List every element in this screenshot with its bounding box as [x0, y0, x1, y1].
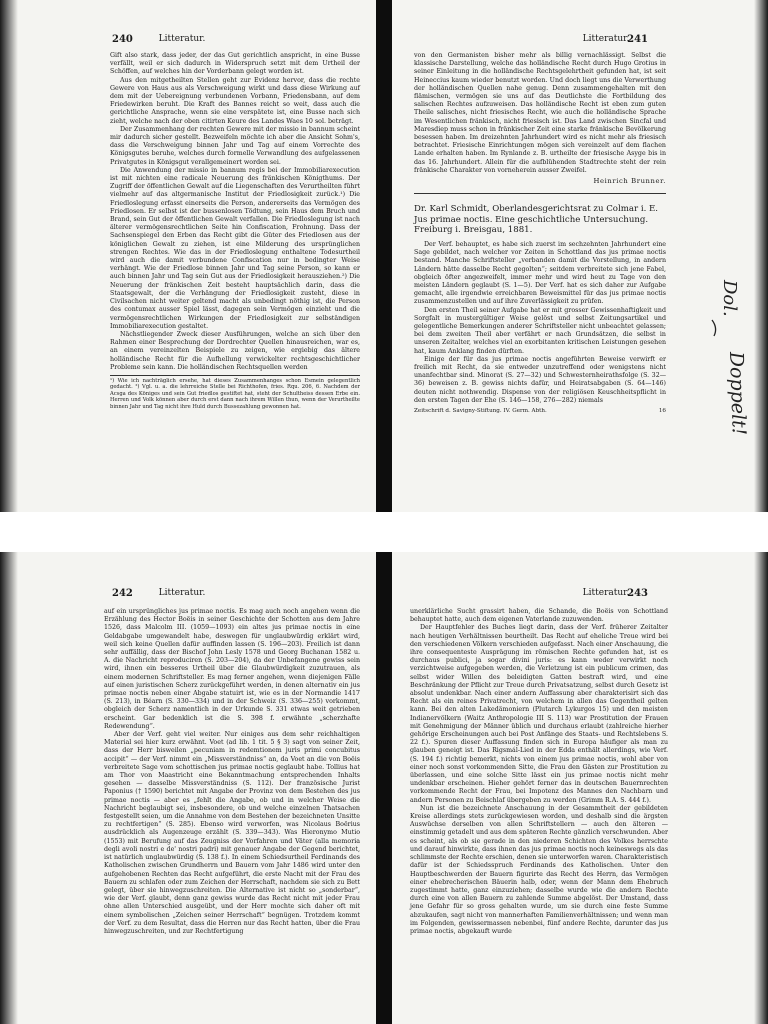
scan-gap — [0, 512, 768, 552]
paragraph: Nun ist die bezeichnete Anschauung in der Gesammtheit der gebildeten Kreise allerdings stets zurückgewiesen worden, und deshalb sind die ärgsten Auswüchse derselben von allen Schriftstellern — auch den älteren — einstimmig getadelt und aus dem späteren Rechte gänzlich verschwunden. Aber es scheint, als ob sie gerade in den niederen Schichten des Volkes herrschte und darauf hinwirkte, dass ihnen das jus primae noctis noch keineswegs als das schlimmste der Rechte erschien, denen sie unterworfen waren. Charakteristisch dafür ist der Schiedsspruch Ferdinands des Katholischen. Unter den Hauptbeschwerden der Bauern figurirte das Recht des Herrn, das Vermögen einer ehebrecherischen Bäuerin halb, oder, wenn der Mann dem Ehebruch zugestimmt hatte, ganz einzuziehen; dasselbe wurde wie die andern Rechte durch eine von allen Bauern zu zahlende Summe abgelöst. Der Umstand, dass jene Gefahr für so gross gehalten wurde, um sie durch eine feste Summe abzukaufen, sagt nicht von mannerhaften Familienverhältnissen; und wenn man im Folgenden, gewissermassen nebenbei, fünf andere Rechte, darunter das jus primae noctis, abgekauft wurde — [410, 804, 668, 935]
page-number: 241 — [627, 34, 648, 45]
book-spine — [384, 0, 392, 512]
page-243 — [384, 552, 768, 1024]
paragraph: Einige der für das jus primae noctis angeführten Beweise verwirft er freilich mit Recht, da sie entweder unzutreffend oder wenigstens nicht unanfechtbar sind. Minorat (S. 27—32) und Schwesternheirathsfolge (S. 32—36) beweisen z. B. gewiss nichts dafür, und Heiratsabgaben (S. 64—146) deuten nicht nothwendig. Dispense von der religiösen Keuschheitspflicht in den ersten Tagen der Ehe (S. 146—158, 276—282) niemals — [414, 355, 666, 404]
paragraph: Die Anwendung der missio in bannum regis bei der Immobiliarexecution ist mit nichten eine radicale Neuerung des fränkischen Königthums. Der Zugriff der öffentlichen Gewalt auf die Liegenschaften des Verurtheilten führt vielmehr auf das altgermanische Institut der Friedlosigkeit zurück.¹) Die Friedloslegung erfasst einerseits die Person, andererseits das Vermögen des Friedlosen. Er selbst ist der bussenlosen Tödtung, sein Haus dem Bruch und Brand, sein Gut der öffentlichen Gewalt verfallen. Die Friedloslegung ist nach älterer vermögensrechtlichen Seite hin Confiscation, Frohnung. Dass der Sachsenspiegel den Erben das Recht gibt die Güter des Friedlosen aus der königlichen Gewalt zu ziehen, ist eine Milderung des ursprünglichen strengen Rechtes. Wie das in der Friedloslegung enthaltene Todesurtheil wird auch die damit verbundene Confiscation nur in bedingter Weise verhängt. Wie der Friedlose binnen Jahr und Tag seine Person, so kann er auch binnen Jahr und Tag sein Gut aus der Friedlosigkeit herausziehen.²) Die Neuerung der fränkischen Zeit besteht hauptsächlich darin, dass die Staatsgewalt, der die Verhängung der Friedlosigkeit zusteht, diese in Civilsachen nicht weiter geltend macht als unbedingt nöthig ist, die Person des contumax ausser Spiel lässt, dagegen sein Vermögen einzieht und die vermögensrechtlichen Wirkungen der Friedlosigkeit zur selbständigen Immobiliarexecution gestaltet. — [110, 166, 360, 330]
page-body — [410, 608, 668, 936]
paragraph: auf ein ursprüngliches jus primae noctis. Es mag auch noch angehen wenn die Erzählung des Hector Boëis in seiner Geschichte der Schotten aus dem Jahre 1526, dass Malcolm III. (1059—1093) ein altes jus primae noctis in eine Geldabgabe umgewandelt habe, deswegen für unglaubwürdig erklärt wird, weil sich keine Quellen dafür auffinden lassen (S. 196—203). Freilich ist dann sehr auffällig, dass der Bischof John Lesly 1578 und Georg Buchanan 1582 u. A. die Nachricht reproduciren (S. 203—204), da der Unbefangene gewiss sein wird, ihnen ein besseres Urtheil über die Glaubwürdigkeit zuzutrauen, als einem modernen Schriftsteller. Es mag ferner angehen, wenn diejenigen Fälle auf einen juristischen Scherz zurückgeführt werden, in denen alternativ ein jus primae noctis neben einer Abgabe statuirt ist, wie es in der Normandie 1417 (S. 213), in Béarn (S. 330—334) und in der Schweiz (S. 336—255) vorkommt, obgleich der Scherz namentlich in der Urkunde S. 331 etwas weit getrieben erscheint. Gar bedenklich ist die S. 398 f. erwähnte „scherzhafte Redewendung“. — [104, 608, 360, 730]
scan-shadow-right — [754, 0, 768, 512]
page-number: 240 — [112, 34, 133, 45]
book-spine — [376, 0, 384, 512]
sheet-footer — [414, 407, 666, 415]
running-header — [0, 588, 384, 600]
running-title: Litteratur. — [582, 34, 630, 44]
margin-note-text: Dol. — [719, 280, 740, 317]
paragraph: Der Hauptfehler des Buches liegt darin, dass der Verf. früherer Zeitalter nach heutigen Verhältnissen beurtheilt. Das Recht auf eheliche Treue wird bei den verschiedenen Völkern verschieden aufgefasst. Nach einer Anschauung, die ihre consequenteste Ausprägung im römischen Rechte gefunden hat, ist es durchaus publici, ja sogar divini juris: es kann weder verwirkt noch verzichtweise aufgegeben werden, die Verletzung ist ein publicum crimen, das selbst wider Willen des beleidigten Gatten bestraft wird, und eine Beschränkung der Pflicht zur Treue durch Privatsatzung, selbst durch Gesetz ist absolut undenkbar. Nach einer andern Auffassung aber charakterisirt sich das Recht als ein reines Privatrecht, von welchem in allen das Gegentheil gelten kann. Bei den alten Lakedämoniern (Plutarch Lykurgos 15) und den meisten Indianervölkern (Waitz Anthropologie III S. 113) war Prostitution der Frauen mit Genehmigung der Männer üblich und durchaus erlaubt (zahlreiche hierher gehörige Erscheinungen auch bei Post Anfänge des Staats- und Rechtslebens S. 22 f.). Spuren dieser Auffassung finden sich in Europa häufiger als man zu glauben geneigt ist. Das Rigsmál-Lied in der Edda enthält allerdings, wie Verf. (S. 194 f.) richtig bemerkt, nichts von einem jus primae noctis, wohl aber von einer noch sonst vorkommenden Sitte, die Frau den Gästen zur Prostitution zu überlassen, und eine solche Sitte lässt ein jus primae noctis nicht mehr undenkbar erscheinen. Hieher gehört ferner das in deutschen Bauernrechten vorkommende Recht der Frau, bei Impotenz des Mannes den Nachbarn und andern Personen zu Beischlaf übergeben zu werden (Grimm R.A. S. 444 f.). — [410, 624, 668, 804]
review-heading — [414, 204, 666, 236]
running-title: Litteratur. — [158, 34, 206, 44]
margin-note-text: Doppelt! — [725, 351, 750, 436]
scan-shadow-left — [0, 552, 18, 1024]
running-header — [384, 588, 768, 600]
margin-note-doppelt — [725, 350, 750, 435]
page-body — [414, 52, 666, 415]
page-body — [110, 52, 360, 410]
paragraph: unerklärliche Sucht grassirt haben, die Schande, die Boëis von Schottland behauptet hatte, auch dem eigenen Vaterlande zuzuwenden. — [410, 608, 668, 624]
paragraph: von den Germanisten bisher mehr als billig vernachlässigt. Selbst die klassische Darstellung, welche das holländische Recht durch Hugo Grotius in seiner Einleitung in die holländische Rechtsgelehrtheit gefunden hat, ist seit Heineccius kaum wieder benutzt worden. Und doch liegt uns die Verwerthung der holländischen Quellen nahe genug. Denn zusammengehalten mit den flämischen, vermögen sie uns auf das Deutlichste die Fortbildung des salischen Rechtes aufzuweisen. Das holländische Recht ist eben zum guten Theile salisches, nicht friesisches Recht, wie auch die holländische Sprache im Wesentlichen fränkisch, nicht friesisch ist. Das Land zwischen Sincfal und Maresdiep muss schon in fränkischer Zeit eine starke fränkische Bevölkerung besessen haben. Im dreizehnten Jahrhundert wird es nicht mehr als friesisch betrachtet. Friesische Einrichtungen mögen sich vereinzelt auf dem flachen Lande erhalten haben. Im Rynlande z. B. urtheilte der friesische Asyge bis in das 16. Jahrhundert. Allein für die aufblühenden Stadtrechte steht der rein fränkische Charakter von vorneherein ausser Zweifel. — [414, 52, 666, 174]
paragraph: Den ersten Theil seiner Aufgabe hat er mit grosser Gewissenhaftigkeit und Sorgfalt in mustergültiger Weise gelöst und selbst Zeitungsartikel und gelegentliche Bemerkungen anderer Schriftsteller nicht unbeachtet gelassen; bei dem zweiten Theil aber verfährt er nach Grundsätzen, die selbst in unseren Zeitalter, welches viel an exorbitanten kritischen Leistungen gesehen hat, kaum Anklang finden dürften. — [414, 306, 666, 355]
sheet-number: 16 — [658, 408, 666, 415]
author-signature: Heinrich Brunner. — [593, 177, 666, 186]
running-title: Litteratur. — [582, 588, 630, 598]
paragraph: Der Verf. behauptet, es habe sich zuerst im sechzehnten Jahrhundert eine Sage gebildet, nach welcher vor Zeiten in Schottland das jus primae noctis bestand. Manche Schriftsteller „verbanden damit die Vorstellung, in andern Ländern hätte dasselbe Recht gegolten“; seitdem verbreitete sich jene Fabel, obgleich öfter angezweifelt, immer mehr und wird heut zu Tage von den meisten Ländern geglaubt (S. 1—5). Der Verf. hat es sich daher zur Aufgabe gemacht, alle irgendwie erreichbaren Beweismittel für das jus primae noctis zusammenzustellen und auf ihre Zuverlässigkeit zu prüfen. — [414, 241, 666, 306]
page-242 — [0, 552, 384, 1024]
book-spine — [376, 552, 384, 1024]
page-241 — [384, 0, 768, 512]
section-divider — [414, 193, 666, 194]
page-body — [104, 608, 360, 936]
footnotes: ¹) Wie ich nachträglich ersehe, hat dieses Zusammenhanges schon Esmein gelegentlich gedacht. ²) Vgl. u. a. die lehrreiche Stelle bei Richthofen, fries. Rqu. 206, 6. Nachdem der Acsga des Königes und sein Gut friedlos gestiftet hat, steht der Schultheiss dessen Erbe ein. Herren und Volk können aber durch erst dann nach ihrem Willen thun, wenn der Verurtheilte binnen Jahr und Tag nicht ihre Huld durch Bussezahlung gewonnen hat. — [110, 375, 360, 410]
scan-shadow-left — [0, 0, 18, 512]
page-number: 243 — [627, 588, 648, 599]
page-240 — [0, 0, 384, 512]
running-header — [384, 34, 768, 46]
paragraph: Nächstliegender Zweck dieser Ausführungen, welche an sich über den Rahmen einer Besprechung der Dordrechter Quellen hinausreichen, war es, an einem vereinzelten Beispiele zu zeigen, wie ergiebig das ältere holländische Recht für die Aufhellung verwickelter rechtsgeschichtlicher Probleme sein kann. Die holländischen Rechtsquellen werden — [110, 330, 360, 371]
paragraph: Gift also stark, dass jeder, der das Gut gerichtlich anspricht, in eine Busse verfällt, weil er sich dadurch in Widerspruch setzt mit dem Urtheil der Schöffen, auf welches hin der Vorderbann gelegt worden ist. — [110, 52, 360, 76]
journal-name: Zeitschrift d. Savigny-Stiftung. IV. Germ. Abth. — [414, 408, 547, 415]
scan-shadow-right — [754, 552, 768, 1024]
paragraph: Der Zusammenhang der rechten Gewere mit der missio in bannum scheint mir dadurch sicher gestellt. Bezweifeln möchte ich aber die Ansicht Sohm's, dass die Verschweigung binnen Jahr und Tag auf einem Vorrechte des Königsgutes beruhe, welches durch formelle Verwandlung des aufgelassenen Privatgutes in Königsgut verallgemeinert worden sei. — [110, 125, 360, 166]
running-header — [0, 34, 384, 46]
paragraph: Aus den mitgetheilten Stellen geht zur Evidenz hervor, dass die rechte Gewere von Haus aus als Verschweigung wirkt und dass diese Wirkung auf dem mit der Uebereignung verbundenen Vorbann, Friedensbann, auf dem Friedewirken beruht. Die Kraft des Bannes reicht so weit, dass auch die gerichtliche Ansprache, wenn sie eine verspätete ist, eine Busse nach sich zieht, welche nach der oben citirten Keure des Landes Waes 10 sol. beträgt. — [110, 76, 360, 125]
review-title: Dr. Karl Schmidt, Oberlandesgerichtsrat zu Colmar i. E. Jus primae noctis. Eine geschichtliche Untersuchung. Freiburg i. Breisgau, 1881. — [414, 204, 659, 236]
margin-note-dol — [719, 279, 740, 317]
running-title: Litteratur. — [158, 588, 206, 598]
paragraph: Aber der Verf. geht viel weiter. Nur einiges aus dem sehr reichhaltigen Material sei hier kurz erwähnt. Voet (ad lib. 1 tit. 5 § 3) sagt von seiner Zeit, dass der Herr bisweilen „pecuniam in redemtionem juris primi concubitus accipit“ — der Verf. nimmt ein „Missverständniss“ an, da Voet an die von Boëis verbreitete Sage vom schottischen jus primae noctis geglaubt habe. Tollius hat am Thor von Maastricht eine Bekanntmachung entsprechenden Inhalts gesehen — dasselbe Missverständniss (S. 112). Der französische Jurist Paponius († 1590) berichtet mit Angabe der Provinz von dem Bestehen des jus primae noctis — aber es „fehlt die Angabe, ob und in welcher Weise die Nachricht beglaubigt sei, insbesondere, ob und welche einzelnen Thatsachen festgestellt seien, um die Annahme von dem Bestehen der bezeichneten Unsitte zu rechtfertigen“ (S. 285). Ebenso wird verworfen, was Nicolaus Boërius ausdrücklich als Augenzeuge erzählt (S. 339—343). Was Hieronymo Mutio (1553) mit Berufung auf das Zeugniss der Vorfahren und Väter (alla memoria degli avoli nostri e de' nostri padri) mit genauer Angabe der Gegend berichtet, ist natürlich unglaubwürdig (S. 138 f.). In einem Schiedsurtheil Ferdinands des Katholischen zwischen Grundherrn und Bauern vom Jahr 1486 wird unter den aufgehobenen Rechten das Recht aufgeführt, die erste Nacht mit der Frau des Bauern zu schlafen oder zum Zeichen der Herrschaft, nachdem sie sich zu Bett gelegt, über sie hinwegzuschreiten. Die Alternative ist nicht so „sonderbar“, wie der Verf. glaubt, denn ganz gewiss wurde das Recht nicht mit jeder Frau ohne allen Unterschied ausgeübt, und der Herr mochte sich daher oft mit einem symbolischen „Zeichen seiner Herrschaft“ begnügen. Trotzdem kommt der Verf. zu dem Resultat, dass die Herren nur das Recht hatten, über die Frau hinwegzuschreiten, und zur Rechtfertigung — [104, 731, 360, 935]
book-spine — [384, 552, 392, 1024]
page-number: 242 — [112, 588, 133, 599]
pen-stroke — [712, 320, 716, 336]
